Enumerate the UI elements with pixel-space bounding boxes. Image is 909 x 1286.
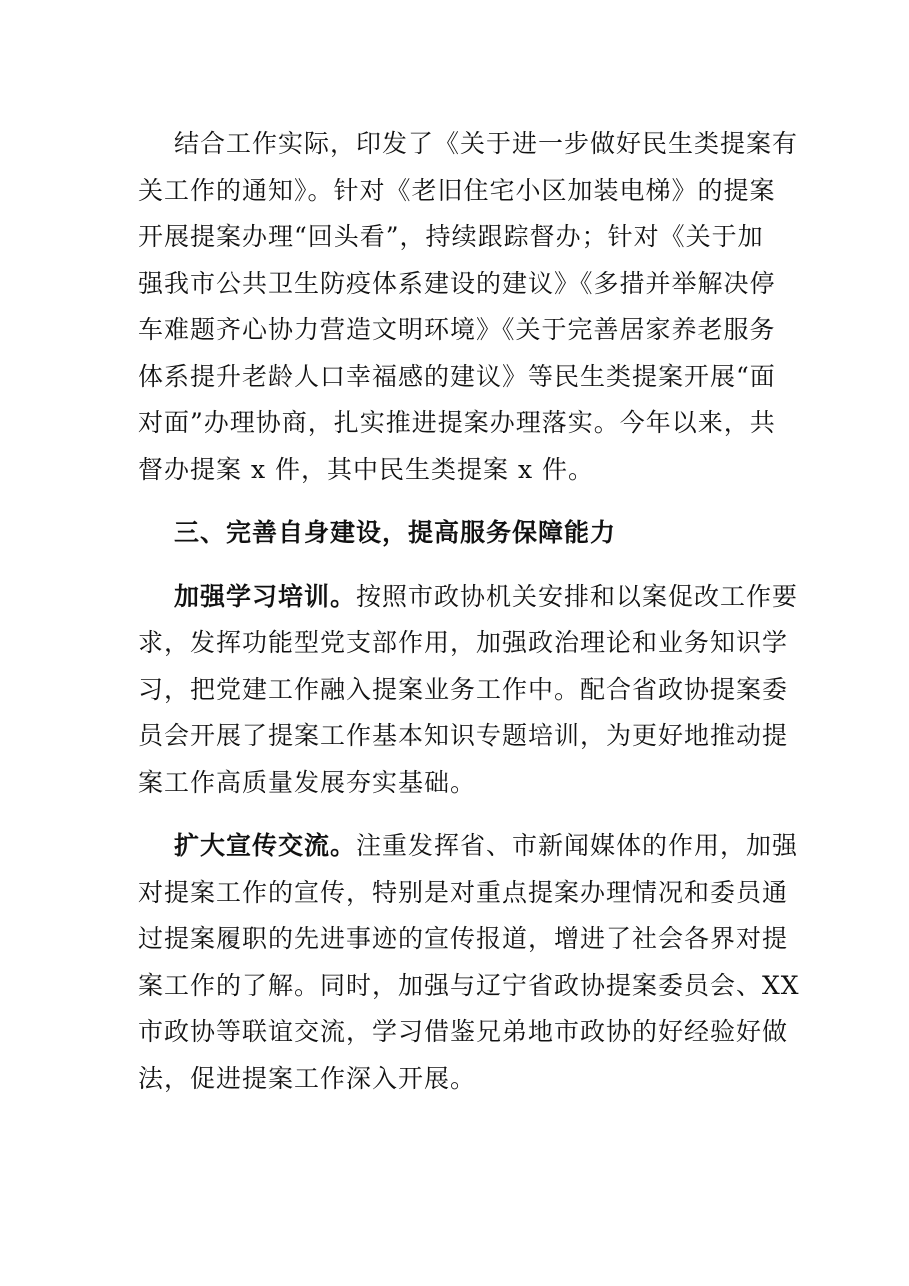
text-line: 对提案工作的宣传，特别是对重点提案办理情况和委员通 bbox=[138, 877, 789, 907]
text-line bbox=[138, 574, 799, 621]
text-line: 开展提案办理“回头看”，持续跟踪督办；针对《关于加 bbox=[138, 222, 764, 251]
text-line bbox=[138, 823, 799, 870]
paragraph-livelihood-proposals bbox=[138, 121, 799, 493]
text-line: 习，把党建工作融入提案业务工作中。配合省政协提案委 bbox=[138, 674, 789, 704]
paragraph-lead-heading: 扩大宣传交流。 bbox=[174, 831, 357, 860]
text-run: 注重发挥省、市新闻媒体的作用，加强 bbox=[356, 831, 799, 860]
text-line: 市政协等联谊交流，学习借鉴兄弟地市政协的好经验好做 bbox=[138, 1017, 789, 1046]
paragraph-publicity-exchange bbox=[138, 823, 800, 1102]
paragraph-spacer bbox=[138, 493, 778, 510]
paragraph-learning-training bbox=[138, 574, 799, 807]
text-line: 体系提升老龄人口幸福感的建议》等民生类提案开展“面 bbox=[138, 361, 776, 391]
text-line: 案工作的了解。同时，加强与辽宁省政协提案委员会、XX bbox=[138, 970, 800, 1000]
paragraph-spacer bbox=[138, 806, 778, 823]
text-line: 强我市公共卫生防疫体系建设的建议》《多措并举解决停 bbox=[138, 268, 776, 298]
text-line: 过提案履职的先进事迹的宣传报道，增进了社会各界对提 bbox=[138, 924, 789, 953]
text-line: 求，发挥功能型党支部作用，加强政治理论和业务知识学 bbox=[138, 628, 789, 657]
document-body bbox=[138, 121, 800, 1102]
section-heading bbox=[138, 510, 778, 557]
paragraph-spacer bbox=[138, 557, 778, 574]
text-line: 对面”办理协商，扎实推进提案办理落实。今年以来，共 bbox=[138, 408, 776, 437]
text-line: 员会开展了提案工作基本知识专题培训，为更好地推动提 bbox=[138, 721, 789, 750]
text-line: 车难题齐心协力营造文明环境》《关于完善居家养老服务 bbox=[138, 315, 776, 344]
text-line: 关工作的通知》。针对《老旧住宅小区加装电梯》的提案 bbox=[138, 175, 776, 205]
section-heading-text: 三、完善自身建设，提高服务保障能力 bbox=[174, 518, 617, 547]
text-line: 督办提案 x 件，其中民生类提案 x 件。 bbox=[138, 454, 594, 484]
text-line: 法，促进提案工作深入开展。 bbox=[138, 1063, 477, 1093]
paragraph-lead-heading: 加强学习培训。 bbox=[174, 581, 357, 611]
text-line: 结合工作实际，印发了《关于进一步做好民生类提案有 bbox=[174, 129, 799, 158]
text-run: 按照市政协机关安排和以案促改工作要 bbox=[356, 581, 799, 611]
text-line: 案工作高质量发展夯实基础。 bbox=[138, 767, 477, 797]
